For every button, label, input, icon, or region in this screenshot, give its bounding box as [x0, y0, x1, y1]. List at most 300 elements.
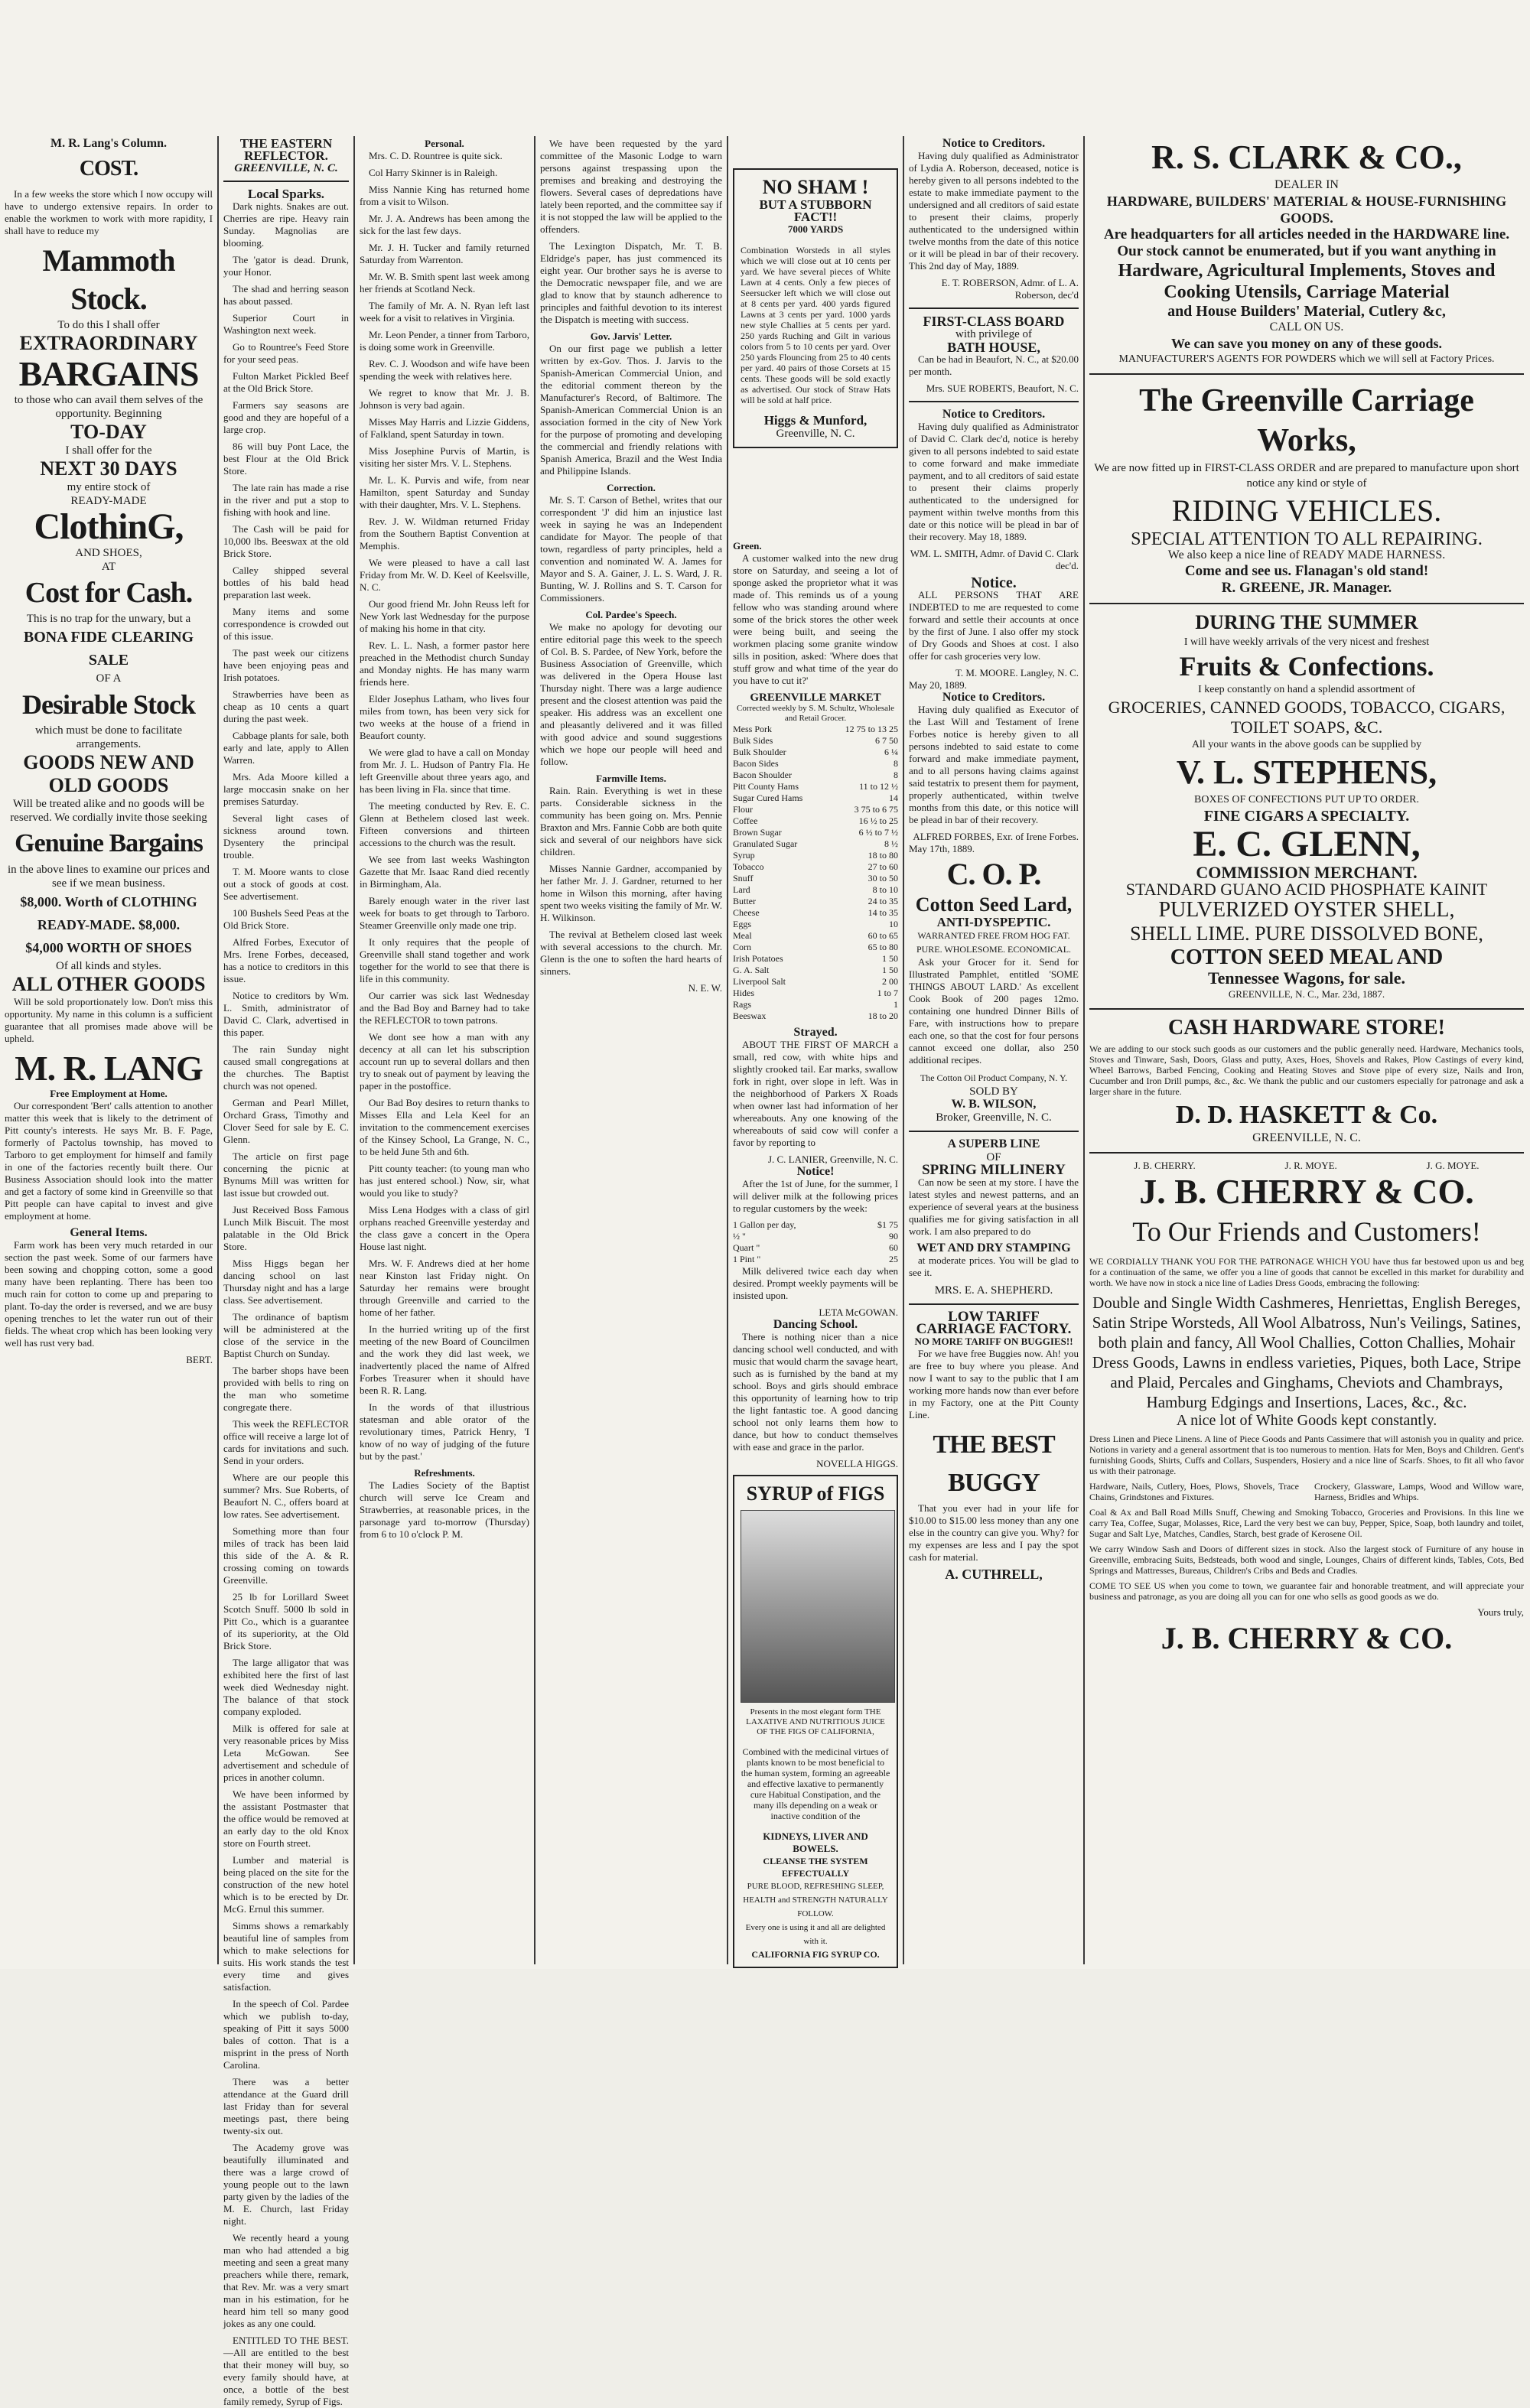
milk-amount: ½ ": [733, 1231, 746, 1241]
creditors3-text: Having duly qualified as Executor of the Last Will and Testament of Irene Forbes notice is hereby given to all persons indebted to said estate to come forward and make immediate payment, and to all persons having claims against said testatrix to present them for payment, properly authenticated, within twelve months from this date, or this notice will be plead in bar of their recovery.: [909, 704, 1079, 825]
strayed-heading: Strayed.: [793, 1026, 838, 1039]
bona-fide-heading: BONA FIDE CLEARING SALE: [23, 629, 194, 669]
boxes-text: BOXES OF CONFECTIONS PUT UP TO ORDER.: [1194, 794, 1419, 805]
today-heading: TO-DAY: [70, 421, 147, 443]
market-row: [733, 838, 898, 850]
milk-row: [733, 1231, 898, 1242]
market-row: [733, 965, 898, 976]
harness-text: We also keep a nice line of READY MADE HARNESS.: [1167, 548, 1446, 561]
syrup-figs-ad: [733, 1475, 898, 1968]
figs-pure: PURE BLOOD, REFRESHING SLEEP, HEALTH and STRENGTH NATURALLY FOLLOW.: [743, 1882, 888, 1918]
market-price: 24 to 35: [868, 896, 898, 906]
groceries-text: GROCERIES, CANNED GOODS, TOBACCO, CIGARS, TOILET SOAPS, &C.: [1108, 698, 1506, 737]
column-lang: [0, 138, 217, 1958]
local-item: Lumber and material is being placed on the site for the construction of the new hotel which is to be erected by Dr. McG. Ernul this summer.: [223, 1854, 349, 1915]
local-item: The past week our citizens have been enjoying peas and Irish potatoes.: [223, 647, 349, 683]
summer-sub: I will have weekly arrivals of the very nicest and freshest: [1183, 636, 1430, 648]
market-item: Liverpool Salt: [733, 976, 786, 987]
personal-item: Mrs. W. F. Andrews died at her home near Kinston last Friday night. On Saturday her remains were brought through Greenville and carried to the home of her father.: [360, 1258, 529, 1318]
buggy-text: That you ever had in your life for $10.00 to $15.00 less money than any one else in the country can give you. Why? for my expenses are less and I pay the spot cash for material.: [909, 1502, 1079, 1563]
creditors2-text: Having duly qualified as Administrator of David C. Clark dec'd, notice is hereby given to all persons indebted to said estate to come forward and make immediate payment, and to all creditors of said estate to present their claims properly authenticated to the undersigned for payment within twelve months from this date or this notice will be plead in bar of their recovery. May 18, 1889.: [909, 421, 1079, 542]
glenn-heading: E. C. GLENN,: [1193, 824, 1421, 864]
local-item: In the speech of Col. Pardee which we publish to-day, speaking of Pitt it says 5000 bales of cotton. That is a misprint in the press of North Carolina.: [223, 1998, 349, 2071]
stand-text: Come and see us. Flanagan's old stand!: [1184, 563, 1429, 579]
column-ads-b: [904, 138, 1083, 1958]
local-item: Alfred Forbes, Executor of Mrs. Irene Forbes, deceased, has a notice to creditors in this issue.: [223, 936, 349, 984]
general-text: Farm work has been very much retarded in our section the past week. Some of our farmers have been sowing and chopping cotton, some a good many have been replanting. There has been too much rain for cotton to come up and preparing to plant. To-day the order is reversed, and we are busy opening trenches to let the water run out of their fields. The wheat crop which has been looking very well has rust very bad.: [5, 1239, 213, 1349]
correction-text: Mr. S. T. Carson of Bethel, writes that our correspondent 'J' did him an injustice last week in saying he was an Independent candidate for Mayor. The people of that town, regardless of party principles, held a convention and nominated W. A. James for Mayor and S. A. Gainer, J. L. S. Ward, J. R. Bunting, W. J. Rollins and S. T. Carson for Commissioners.: [540, 494, 722, 604]
personal-item: Mr. J. H. Tucker and family returned Saturday from Warrenton.: [360, 242, 529, 265]
local-item: Calley shipped several bottles of his bald head preparation last week.: [223, 565, 349, 600]
local-item: Where are our people this summer? Mrs. Sue Roberts, of Beaufort N. C., offers board at low rates. See advertisement.: [223, 1472, 349, 1520]
personal-item: Mr. L. K. Purvis and wife, from near Hamilton, spent Saturday and Sunday with their daughter, Mrs. V. L. Stephens.: [360, 474, 529, 510]
mammoth-heading: Mammoth Stock.: [42, 243, 175, 316]
market-table: [733, 724, 898, 1022]
figs-cleanse: CLEANSE THE SYSTEM EFFECTUALLY: [763, 1856, 868, 1879]
worth-shoes: $4,000 WORTH OF SHOES: [25, 940, 192, 955]
home-heading: Free Employment at Home.: [50, 1088, 168, 1099]
shepherd-signature: MRS. E. A. SHEPHERD.: [934, 1284, 1053, 1297]
board-heading: FIRST-CLASS BOARD: [923, 314, 1065, 329]
market-row: [733, 942, 898, 953]
milk-prices: [733, 1219, 898, 1265]
personal-item: Mr. W. B. Smith spent last week among her friends at Scotland Neck.: [360, 271, 529, 294]
personal-item: The family of Mr. A. N. Ryan left last week for a visit to relatives in Virginia.: [360, 300, 529, 324]
local-item: 100 Bushels Seed Peas at the Old Brick Store.: [223, 907, 349, 931]
market-item: Butter: [733, 896, 756, 906]
personal-item: Miss Josephine Purvis of Martin, is visiting her sister Mrs. V. L. Stephens.: [360, 445, 529, 469]
market-item: Coffee: [733, 815, 758, 826]
milk-price: 25: [889, 1254, 898, 1264]
personal-item: Pitt county teacher: (to young man who has just entered school.) Now, sir, what would you like to study?: [360, 1163, 529, 1199]
come-text: COME TO SEE US when you come to town, we guarantee fair and honorable treatment, and will appreciate your business and patronage, as you are doing all you can for one who sells as good goods as we do.: [1089, 1580, 1524, 1602]
intro-text: In a few weeks the store which I now occupy will have to undergo extensive repairs. In order to enable the workmen to work with more rapidity, I shall have to reduce my: [5, 188, 213, 236]
local-sparks-heading: Local Sparks.: [247, 187, 325, 201]
local-item: ENTITLED TO THE BEST.—All are entitled to the best that their money will buy, so every family should have, at once, a bottle of the best family remedy, Syrup of Figs.: [223, 2335, 349, 2407]
local-item: The ordinance of baptism will be administered at the close of the service in the Baptist Church on Sunday.: [223, 1311, 349, 1359]
market-row: [733, 884, 898, 896]
creditors2-heading: Notice to Creditors.: [942, 408, 1046, 421]
market-item: Brown Sugar: [733, 827, 782, 838]
market-item: Bacon Shoulder: [733, 770, 792, 780]
personal-item: We dont see how a man with any decency at all can let his subscription account run up to several dollars and then try to sneak out of payment by leaving the paper in the postoffice.: [360, 1031, 529, 1092]
milk-price: 60: [889, 1242, 898, 1253]
clark-dealer: DEALER IN: [1274, 178, 1339, 191]
clark-line: HARDWARE, BUILDERS' MATERIAL & HOUSE-FURNISHING GOODS.: [1106, 194, 1507, 226]
market-row: [733, 827, 898, 838]
next30-heading: NEXT 30 DAYS: [40, 457, 177, 480]
masthead-place: GREENVILLE, N. C.: [234, 162, 338, 174]
cop-company: The Cotton Oil Product Company, N. Y.: [920, 1072, 1068, 1083]
market-price: 8: [894, 770, 898, 780]
jarvis-text: On our first page we publish a letter written by ex-Gov. Thos. J. Jarvis to the Spanish-American Commercial Union, and the editorial comment thereon by the Manufacturer's Record, of Baltimore. The Spanish-American Commercial Union is an association formed in the city of New York for the purpose of promoting and developing the commercial and friendly relations with Spanish America, Brazil and the West India and Philippine Islands.: [540, 343, 722, 477]
market-price: 1 to 7: [877, 988, 898, 998]
market-row: [733, 770, 898, 781]
column-title: M. R. Lang's Column.: [50, 137, 168, 150]
millinery-text: Can now be seen at my store. I have the latest styles and newest patterns, and an experience of several years at the business qualifies me for giving satisfaction in all work. I am also prepared to do: [909, 1176, 1079, 1237]
buggy-heading: THE BEST BUGGY: [933, 1430, 1055, 1497]
figs-body: Combined with the medicinal virtues of plants known to be most beneficial to the human system, forming an agreeable and effective laxative to permanently cure Habitual Constipation, and the many ills depending on a weak or inactive condition of the: [741, 1746, 890, 1821]
creditors1-heading: Notice to Creditors.: [942, 137, 1046, 150]
local-item: We have been informed by the assistant Postmaster that the office would be removed at an early day to the old Knox store on Fourth street.: [223, 1788, 349, 1849]
market-price: 18 to 20: [868, 1010, 898, 1021]
market-price: 3 75 to 6 75: [854, 804, 898, 815]
clark-agents: MANUFACTURER'S AGENTS FOR POWDERS which we will sell at Factory Prices.: [1118, 353, 1495, 365]
dancing-heading: Dancing School.: [773, 1318, 858, 1331]
millinery-of: OF: [986, 1151, 1001, 1163]
figs-kidneys: KIDNEYS, LIVER AND BOWELS.: [763, 1830, 868, 1854]
market-price: 11 to 12 ½: [859, 781, 898, 792]
local-item: The Academy grove was beautifully illuminated and there was a large crowd of young people out to the lawn party given by the ladies of the M. E. Church, last Friday night.: [223, 2142, 349, 2227]
extraordinary-heading: EXTRAORDINARY: [19, 332, 198, 354]
partner-names: [1089, 1160, 1524, 1172]
market-price: 10: [889, 919, 898, 929]
market-item: Rags: [733, 999, 751, 1010]
market-item: Flour: [733, 804, 754, 815]
figs-portrait: [741, 1510, 895, 1703]
roberson-signature: E. T. ROBERSON, Admr. of L. A. Roberson, dec'd: [941, 277, 1079, 301]
home-text: Our correspondent 'Bert' calls attention to another matter this week that is likely to the detriment of Pitt county's interests. He says Mr. B. F. Page, formerly of Pactolus township, has moved to Tarboro to get employment for himself and family in one of the factories recently built there. Our Business Association should look into the matter and get a factory of some kind in Greenville so that Pitt people can have capital to invest and give employment at home.: [5, 1100, 213, 1222]
milk-amount: 1 Gallon per day,: [733, 1219, 796, 1230]
millinery-end: at moderate prices. You will be glad to see it.: [909, 1254, 1079, 1278]
cop-lard: Cotton Seed Lard,: [915, 893, 1073, 916]
local-item: Strawberries have been as cheap as 10 cents a quart during the past week.: [223, 688, 349, 724]
market-price: 16 ½ to 25: [858, 815, 898, 826]
entire-text: my entire stock of: [67, 481, 151, 493]
milk-row: [733, 1254, 898, 1265]
notice2-heading: Notice.: [971, 574, 1017, 591]
market-row: [733, 747, 898, 758]
personal-item: Col Harry Skinner is in Raleigh.: [369, 167, 498, 178]
market-item: Cheese: [733, 907, 760, 918]
market-item: Mess Pork: [733, 724, 773, 734]
clark-call: CALL ON US.: [1269, 321, 1344, 334]
market-price: 65 to 80: [868, 942, 898, 952]
ofa-text: OF A: [96, 672, 122, 685]
higgs-signature: Higgs & Munford,: [763, 413, 868, 428]
farmville-item: Rain. Rain. Everything is wet in these parts. Considerable sickness in the community has been going on. Mrs. Pennie Braxton and Mrs. Fannie Cobb are both quite sick and several of our neighbors have sick children.: [540, 785, 722, 857]
repair-heading: SPECIAL ATTENTION TO ALL REPAIRING.: [1131, 529, 1483, 549]
market-item: Eggs: [733, 919, 751, 929]
personal-item: Misses May Harris and Lizzie Giddens, of Falkland, spent Saturday in town.: [360, 416, 529, 440]
cuthrell-signature: A. CUTHRELL,: [945, 1567, 1043, 1582]
market-row: [733, 850, 898, 861]
goods-heading: GOODS NEW AND OLD GOODS: [23, 751, 194, 796]
notice2-text: ALL PERSONS THAT ARE INDEBTED to me are requested to come forward and settle their accounts at once by the first of June. I also offer my stock of Dry Goods and Shoes at cost. I also offer for cash groceries very low.: [909, 589, 1079, 662]
greene-signature: R. GREENE, JR. Manager.: [1221, 580, 1392, 596]
cop-place: Broker, Greenville, N. C.: [936, 1111, 1052, 1124]
market-item: Syrup: [733, 850, 755, 861]
market-row: [733, 919, 898, 930]
partner-name: J. R. MOYE.: [1284, 1160, 1337, 1171]
dispatch-text: The Lexington Dispatch, Mr. T. B. Eldridge's paper, has just commenced its eight year. Our brother says he is averse to the Democratic newspaper file, and we are glad to know that by staunch adherence to principles and faithful devotion to its interest the Dispatch is meeting with success.: [540, 240, 722, 325]
clark-big: Hardware, Agricultural Implements, Stoves and Cooking Utensils, Carriage Material: [1118, 261, 1496, 302]
figs-sub: Presents in the most elegant form THE LAXATIVE AND NUTRITIOUS JUICE OF THE FIGS OF CALIFORNIA,: [746, 1707, 885, 1736]
market-item: Sugar Cured Hams: [733, 792, 803, 803]
local-item: Mrs. Ada Moore killed a large moccasin snake on her premises Saturday.: [223, 771, 349, 807]
local-item: There was a better attendance at the Guard drill last Friday than for several meetings past, there being twenty-six out.: [223, 2076, 349, 2136]
market-price: 2 00: [882, 976, 898, 987]
wagons-text: Tennessee Wagons, for sale.: [1207, 968, 1406, 988]
market-price: 1: [894, 999, 898, 1010]
cigars-text: FINE CIGARS A SPECIALTY.: [1203, 808, 1410, 825]
stamping-heading: WET AND DRY STAMPING: [916, 1241, 1071, 1254]
local-item: The Cash will be paid for 10,000 lbs. Beeswax at the old Brick Store.: [223, 523, 349, 559]
market-item: Meal: [733, 930, 752, 941]
dress-goods-list: Double and Single Width Cashmeres, Henriettas, English Bereges, Satin Stripe Worsteds, All Wool Albatross, Nun's Veilings, Satines, both plain and fancy, All Wool Challies, Cotton Challies, Mohair Dress Goods, Lawns in endless varieties, Piques, both Lace, Stripe and Plaid, Percales and Ginghams, Cheviots and Chambrays, Hamburg Edgings and Insertions, Laces, &c., &c.: [1092, 1293, 1522, 1411]
no-sham-ad: [733, 168, 898, 448]
lanier-signature: J. C. LANIER, Greenville, N. C.: [767, 1154, 898, 1165]
tariff-heading: LOW TARIFF CARRIAGE FACTORY.: [916, 1309, 1072, 1337]
notice-end: Milk delivered twice each day when desired. Prompt weekly payments will be insisted upon.: [733, 1265, 898, 1301]
at-text: AT: [101, 561, 116, 573]
market-item: Snuff: [733, 873, 754, 883]
column-local: [219, 136, 353, 2407]
market-item: Lard: [733, 884, 750, 895]
correction-heading: Correction.: [607, 482, 656, 493]
hardware-list: Hardware, Nails, Cutlery, Hoes, Plows, Shovels, Trace Chains, Grindstones and Fixtures.: [1089, 1481, 1299, 1502]
cop-wilson: W. B. WILSON,: [951, 1098, 1037, 1111]
column-personal: [355, 138, 534, 1958]
market-row: [733, 804, 898, 815]
market-price: 30 to 50: [868, 873, 898, 883]
board-with: with privilege of: [955, 328, 1032, 340]
higgs-place: Greenville, N. C.: [776, 428, 855, 440]
personal-item: We were pleased to have a call last Friday from Mr. W. D. Keel of Keelsville, N. C.: [360, 557, 529, 593]
local-item: German and Pearl Millet, Orchard Grass, Timothy and Clover Seed for sale by E. C. Glenn.: [223, 1097, 349, 1145]
column-editorial: [536, 138, 727, 1958]
local-item: Several light cases of sickness around town. Dysentery the principal trouble.: [223, 812, 349, 861]
grocery-text: Coal & Ax and Ball Road Mills Snuff, Chewing and Smoking Tobacco, Groceries and Provisions. In this line we carry Tea, Coffee, Sugar, Molasses, Rice, Lard the very best we can buy, Pepper, Spice, Soap, both laundry and toilet, Sugar and Salt Lye, Matches, Candles, Starch, best grade of Kerosene Oil.: [1089, 1507, 1524, 1539]
cop-body: Ask your Grocer for it. Send for Illustrated Pamphlet, entitled 'SOME THINGS ABOUT LARD.' As excellent Cook Book of 200 pages 12mo. containing one hundred Dinner Bills of Fare, with instructions how to prepare each one, so that the cost for four persons cannot exceed one dollar, also 250 additional recipes.: [909, 956, 1079, 1066]
clark-save: We can save you money on any of these goods.: [1170, 336, 1442, 351]
personal-item: Our Bad Boy desires to return thanks to Misses Ella and Lela Keel for an invitation to the commencement exercises of the Kinsey School, La Grange, N. C., to be held June 5th and 6th.: [360, 1097, 529, 1157]
stephens-heading: V. L. STEPHENS,: [1176, 753, 1437, 791]
refreshments-heading: Refreshments.: [414, 1467, 475, 1479]
personal-item: Elder Josephus Latham, who lives four miles from town, has been very sick for two weeks at the house of a friend in Beaufort county.: [360, 693, 529, 741]
mcgowan-signature: LETA McGOWAN.: [819, 1307, 898, 1318]
local-item: Fulton Market Pickled Beef at the Old Brick Store.: [223, 370, 349, 394]
todo-text: To do this I shall offer: [57, 319, 160, 331]
local-item: Miss Higgs began her dancing school on last Thursday night and has a large class. See advertisement.: [223, 1258, 349, 1306]
pardee-heading: Col. Pardee's Speech.: [585, 609, 677, 620]
local-item: The rain Sunday night caused small congregations at the churches. The Baptist church was not opened.: [223, 1043, 349, 1092]
local-item: The shad and herring season has about passed.: [223, 283, 349, 307]
market-price: 60 to 65: [868, 930, 898, 941]
worth-clothing: $8,000. Worth of CLOTHING READY-MADE. $8,000.: [20, 894, 197, 932]
market-sub: Corrected weekly by S. M. Schultz, Wholesale and Retail Grocer.: [737, 704, 894, 723]
market-item: Granulated Sugar: [733, 838, 798, 849]
masonic-text: We have been requested by the yard committee of the Masonic Lodge to warn persons against trespassing upon the premises and breaking and destroying the flowers. Several cases of depredations have lately been reported, and the committee say if it is not stopped the law will be applied to the offenders.: [540, 138, 722, 235]
local-item: Notice to creditors by Wm. L. Smith, administrator of David C. Clark, advertised in this paper.: [223, 990, 349, 1038]
personal-item: Rev. C. J. Woodson and wife have been spending the week with relatives here.: [360, 358, 529, 382]
glenn-date: GREENVILLE, N. C., Mar. 23d, 1887.: [1228, 988, 1385, 1000]
shoes-text: AND SHOES,: [75, 547, 142, 559]
market-price: 1 50: [882, 965, 898, 975]
clark-body: Are headquarters for all articles needed in the HARDWARE line. Our stock cannot be enumerated, but if you want anything in: [1103, 226, 1510, 259]
local-item: 25 lb for Lorillard Sweet Scotch Snuff. 5000 lb sold in Pitt Co., which is a guarantee of its superiority, at the Old Brick Store.: [223, 1591, 349, 1651]
forbes-signature: ALFRED FORBES, Exr. of Irene Forbes.: [913, 831, 1079, 842]
market-price: 27 to 60: [868, 861, 898, 872]
market-row: [733, 815, 898, 827]
milk-amount: Quart ": [733, 1242, 760, 1253]
local-item: Many items and some correspondence is crowded out of this issue.: [223, 606, 349, 642]
market-row: [733, 896, 898, 907]
market-price: 8 to 10: [872, 884, 898, 895]
market-row: [733, 873, 898, 884]
personal-item: We were glad to have a call on Monday from Mr. J. L. Hudson of Pantry Fla. He left Greenville about three years ago, and has been living in Fla. since that time.: [360, 747, 529, 795]
readymade-text: READY-MADE: [70, 495, 147, 507]
bert-signature: BERT.: [186, 1354, 213, 1365]
keep-text: I keep constantly on hand a splendid assortment of: [1198, 684, 1415, 695]
local-item: The barber shops have been provided with bells to ring on the man who sometime congregate there.: [223, 1365, 349, 1413]
bath-heading: BATH HOUSE,: [947, 340, 1040, 355]
crockery-list: Crockery, Glassware, Lamps, Wood and Willow ware, Harness, Bridles and Whips.: [1314, 1481, 1524, 1502]
notice-text: After the 1st of June, for the summer, I will deliver milk at the following prices to regular customers by the week:: [733, 1178, 898, 1214]
cop-heading: C. O. P.: [946, 857, 1041, 891]
personal-item: Our good friend Mr. John Reuss left for New York last Wednesday for the purpose of making his home in that city.: [360, 598, 529, 634]
other-goods-heading: ALL OTHER GOODS: [11, 973, 206, 995]
local-item: This week the REFLECTOR office will receive a large lot of cards for invitations and such. Send in your orders.: [223, 1418, 349, 1466]
smith-signature: WM. L. SMITH, Admr. of David C. Clark dec'd.: [910, 548, 1079, 571]
market-item: Hides: [733, 988, 754, 998]
cop-sold: SOLD BY: [969, 1085, 1018, 1098]
alike-text: Will be treated alike and no goods will be reserved. We cordially invite those seeking: [10, 798, 207, 824]
millinery-head: A SUPERB LINE: [947, 1137, 1040, 1150]
personal-heading: Personal.: [425, 138, 464, 149]
shell-text: SHELL LIME. PURE DISSOLVED BONE,: [1130, 923, 1483, 945]
local-item: The late rain has made a rise in the river and put a stop to fishing with hook and line.: [223, 482, 349, 518]
new-signature: N. E. W.: [688, 982, 722, 994]
local-item: Dark nights. Snakes are out. Cherries are ripe. Heavy rain Sunday. Magnolias are blooming.: [223, 200, 349, 249]
which-text: which must be done to facilitate arrangements.: [34, 724, 183, 750]
personal-item: Miss Nannie King has returned home from a visit to Wilson.: [360, 184, 529, 207]
personal-item: In the words of that illustrious statesman and able orator of the revolutionary times, Patrick Henry, 'I know of no way of judging of the future but by the past.': [360, 1401, 529, 1462]
hardware-body: We are adding to our stock such goods as our customers and the public generally need. Hardware, Mechanics tools, Stoves and Tinware, Sash, Doors, Glass and putty, Axes, Hoes, Shovels and Rakes, Plow Castings of every kind, Wheel Barrows, Barbed Fencing, Cooking and Heating Stoves and Stove pipe of every size, Nails and Iron, Cucumber and Iron Drill pumps, &c., &c. We thank the public and our customers especially for patronage and ask a larger share in the future.: [1089, 1043, 1524, 1097]
desirable-heading: Desirable Stock: [22, 689, 195, 720]
haskett-place: GREENVILLE, N. C.: [1252, 1131, 1361, 1144]
local-item: Just Received Boss Famous Lunch Milk Biscuit. The most palatable in the Old Brick Store.: [223, 1204, 349, 1252]
carriage-body: We are now fitted up in FIRST-CLASS ORDER and are prepared to manufacture upon short notice any kind or style of: [1094, 462, 1519, 490]
cherry-signature: J. B. CHERRY & CO.: [1161, 1621, 1453, 1655]
milk-price: $1 75: [877, 1219, 898, 1230]
green-heading: Green.: [733, 540, 762, 552]
market-price: 8 ½: [884, 838, 898, 849]
market-item: Bulk Shoulder: [733, 747, 786, 757]
clothing-heading: ClothinG,: [34, 506, 184, 547]
personal-item: The meeting conducted by Rev. E. C. Glenn at Bethelem closed last week. Fifteen conversions and thirteen accessions to the church was the result.: [360, 800, 529, 848]
oyster-text: PULVERIZED OYSTER SHELL,: [1158, 898, 1455, 922]
hardware-heading: CASH HARDWARE STORE!: [1168, 1016, 1445, 1040]
market-item: Tobacco: [733, 861, 764, 872]
creditors1-text: Having duly qualified as Administrator of Lydia A. Roberson, deceased, notice is hereby given to all persons indebted to the estate to make immediate payment to the undersigned and all creditors of said estate to present their claims, properly authenticated to the undersigned within twelve months from the date of this notice or it will be plead in bar of their recovery. This 2nd day of May, 1889.: [909, 150, 1079, 272]
market-row: [733, 792, 898, 804]
dress-linen: Dress Linen and Piece Linens. A line of Piece Goods and Pants Cassimere that will astonish you in quality and price. Notions in variety and a general assortment that is too numerous to mention. Hats for Men, Boys and Children. Gent's furnishing Goods, Shirts, Cuffs and Collars, Suspenders, Hosiery and a nice line of Scarfs. Shoes, to fit all who favor us with their patronage.: [1089, 1433, 1524, 1476]
market-item: Corn: [733, 942, 751, 952]
cost-for-cash-heading: Cost for Cash.: [24, 577, 193, 609]
guano-text: STANDARD GUANO ACID PHOSPHATE KAINIT: [1125, 880, 1488, 899]
milk-row: [733, 1242, 898, 1254]
market-item: Pitt County Hams: [733, 781, 799, 792]
figs-ask: Every one is using it and all are delighted with it.: [745, 1923, 886, 1946]
lang-signature: M. R. LANG: [15, 1049, 203, 1088]
white-goods: A nice lot of White Goods kept constantly.: [1176, 1412, 1437, 1429]
no-sham-body: Combination Worsteds in all styles which we will close out at 10 cents per yard. We have several pieces of White Lawn at 4 cents. Only a few pieces of Seersucker left which we will close out at 8 cents per yard. 400 yards figured Lawns at 3 cents per yard. 1000 yards new style Challies at 5 cents per yard. 250 yards Ruching and Gilt in various colors from 5 to 10 cents per yard. Over 250 yards Flouncing from 25 to 40 cents per yard. 40 pairs of those Corsets at 15 cents. These goods will be sold exactly as advertised. Our stock of Straw Hats will be sold at half price.: [741, 245, 890, 405]
personal-item: Our carrier was sick last Wednesday and the Bad Boy and Barney had to take the REFLECTOR to town patrons.: [360, 990, 529, 1026]
bargains-heading: BARGAINS: [18, 354, 199, 393]
market-price: 6 ½ to 7 ½: [858, 827, 898, 838]
commission-heading: COMMISSION MERCHANT.: [1196, 863, 1418, 882]
market-row: [733, 781, 898, 792]
partner-name: J. G. MOYE.: [1426, 1160, 1480, 1171]
offer-text: I shall offer for the: [65, 444, 152, 457]
novella-signature: NOVELLA HIGGS.: [816, 1458, 898, 1469]
market-item: Bacon Sides: [733, 758, 779, 769]
personal-item: Barely enough water in the river last week for boats to get through to Tarboro. Steamer Greenville only made one trip.: [360, 895, 529, 931]
millinery-title: SPRING MILLINERY: [922, 1162, 1066, 1178]
market-row: [733, 861, 898, 873]
market-row: [733, 999, 898, 1010]
market-row: [733, 724, 898, 735]
milk-row: [733, 1219, 898, 1231]
market-price: 14: [889, 792, 898, 803]
tariff-text: For we have free Buggies now. Ah! you are free to buy where you please. And now I want to say to the public that I am working more hands now than ever before in my Factory, one at the Pitt County Line.: [909, 1348, 1079, 1420]
market-row: [733, 907, 898, 919]
pardee-text: We make no apology for devoting our entire editorial page this week to the speech of Col. B. S. Pardee, of New York, before the Business Association of Greenville, which was delivered in the Opera House last Thursday night. There was a large audience present and the closest attention was paid the speaker. His address was an excellent one and pleasantly delivered and it was filled with good advice and sound suggestions which we hope our people will heed and follow.: [540, 621, 722, 767]
tariff-sub: NO MORE TARIFF ON BUGGIES!!: [914, 1336, 1073, 1347]
market-price: 8: [894, 758, 898, 769]
jarvis-heading: Gov. Jarvis' Letter.: [590, 330, 672, 342]
market-item: G. A. Salt: [733, 965, 770, 975]
green-text: A customer walked into the new drug store on Saturday, and seeing a lot of sponge asked the proprietor what it was made of. This reminds us of a young fellow who was standing around where some of the brick stores the other week were being built, and seeing the workmen placing some granite window sills in position, asked: 'Where does that stuff grow and what time of the year do you have to cut it?': [733, 552, 898, 686]
personal-item: We see from last weeks Washington Gazette that Mr. Isaac Rand died recently in Birmingham, Ala.: [360, 854, 529, 890]
milk-price: 90: [889, 1231, 898, 1241]
market-price: 18 to 80: [868, 850, 898, 861]
yours-text: Yours truly,: [1477, 1606, 1524, 1618]
column-ads-a: [728, 138, 903, 1958]
market-item: Irish Potatoes: [733, 953, 783, 964]
local-item: Go to Rountree's Feed Store for your seed peas.: [223, 341, 349, 365]
personal-item: Mr. Leon Pender, a tinner from Tarboro, is doing some work in Greenville.: [360, 329, 529, 353]
local-item: Something more than four miles of track has been laid this side of the A. & R. crossing coming on towards Greenville.: [223, 1525, 349, 1586]
market-price: 14 to 35: [868, 907, 898, 918]
genuine-heading: Genuine Bargains: [15, 829, 203, 857]
market-row: [733, 758, 898, 770]
personal-item: It only requires that the people of Greenville shall stand together and work together for the world to see that there is life in this community.: [360, 936, 529, 984]
strayed-text: ABOUT THE FIRST OF MARCH a small, red cow, with white hips and slightly crooked tail. Ear marks, swallow fork in right, over slope in left. Was in the neighborhood of Parkers X Roads when owner last had information of her whereabouts. Any one knowing of the whereabouts of said cow will confer a favor by reporting to: [733, 1039, 898, 1148]
market-row: [733, 735, 898, 747]
market-heading: GREENVILLE MARKET: [750, 691, 881, 704]
local-item: The article on first page concerning the picnic at Bynums Mill was written for last issue but crowded out.: [223, 1150, 349, 1199]
those-text: to those who can avail them selves of the opportunity. Beginning: [14, 394, 203, 420]
market-row: [733, 976, 898, 988]
cop-warranted: WARRANTED FREE FROM HOG FAT. PURE. WHOLESOME. ECONOMICAL.: [916, 930, 1072, 955]
personal-item: Mr. J. A. Andrews has been among the sick for the last few days.: [360, 213, 529, 236]
cost-heading: COST.: [79, 157, 138, 181]
yards-heading: 7000 YARDS: [787, 223, 844, 235]
notice2-date: May 20, 1889.: [909, 679, 967, 691]
clark-big2: and House Builders' Material, Cutlery &c,: [1167, 303, 1446, 320]
cop-dyspeptic: ANTI-DYSPEPTIC.: [936, 915, 1051, 929]
market-row: [733, 1010, 898, 1022]
market-row: [733, 953, 898, 965]
figs-maker: CALIFORNIA FIG SYRUP CO.: [751, 1949, 880, 1960]
personal-item: Rev. J. W. Wildman returned Friday from the Southern Baptist Convention at Memphis.: [360, 516, 529, 552]
farmville-heading: Farmville Items.: [596, 773, 666, 784]
refreshments-text: The Ladies Society of the Baptist church will serve Ice Cream and Strawberries, at reasonable prices, in the parsonage yard to-morrow (Thursday) from 6 to 10 o'clock P. M.: [360, 1479, 529, 1540]
fruits-heading: Fruits & Confections.: [1179, 651, 1434, 682]
friends-heading: To Our Friends and Customers!: [1132, 1216, 1481, 1247]
